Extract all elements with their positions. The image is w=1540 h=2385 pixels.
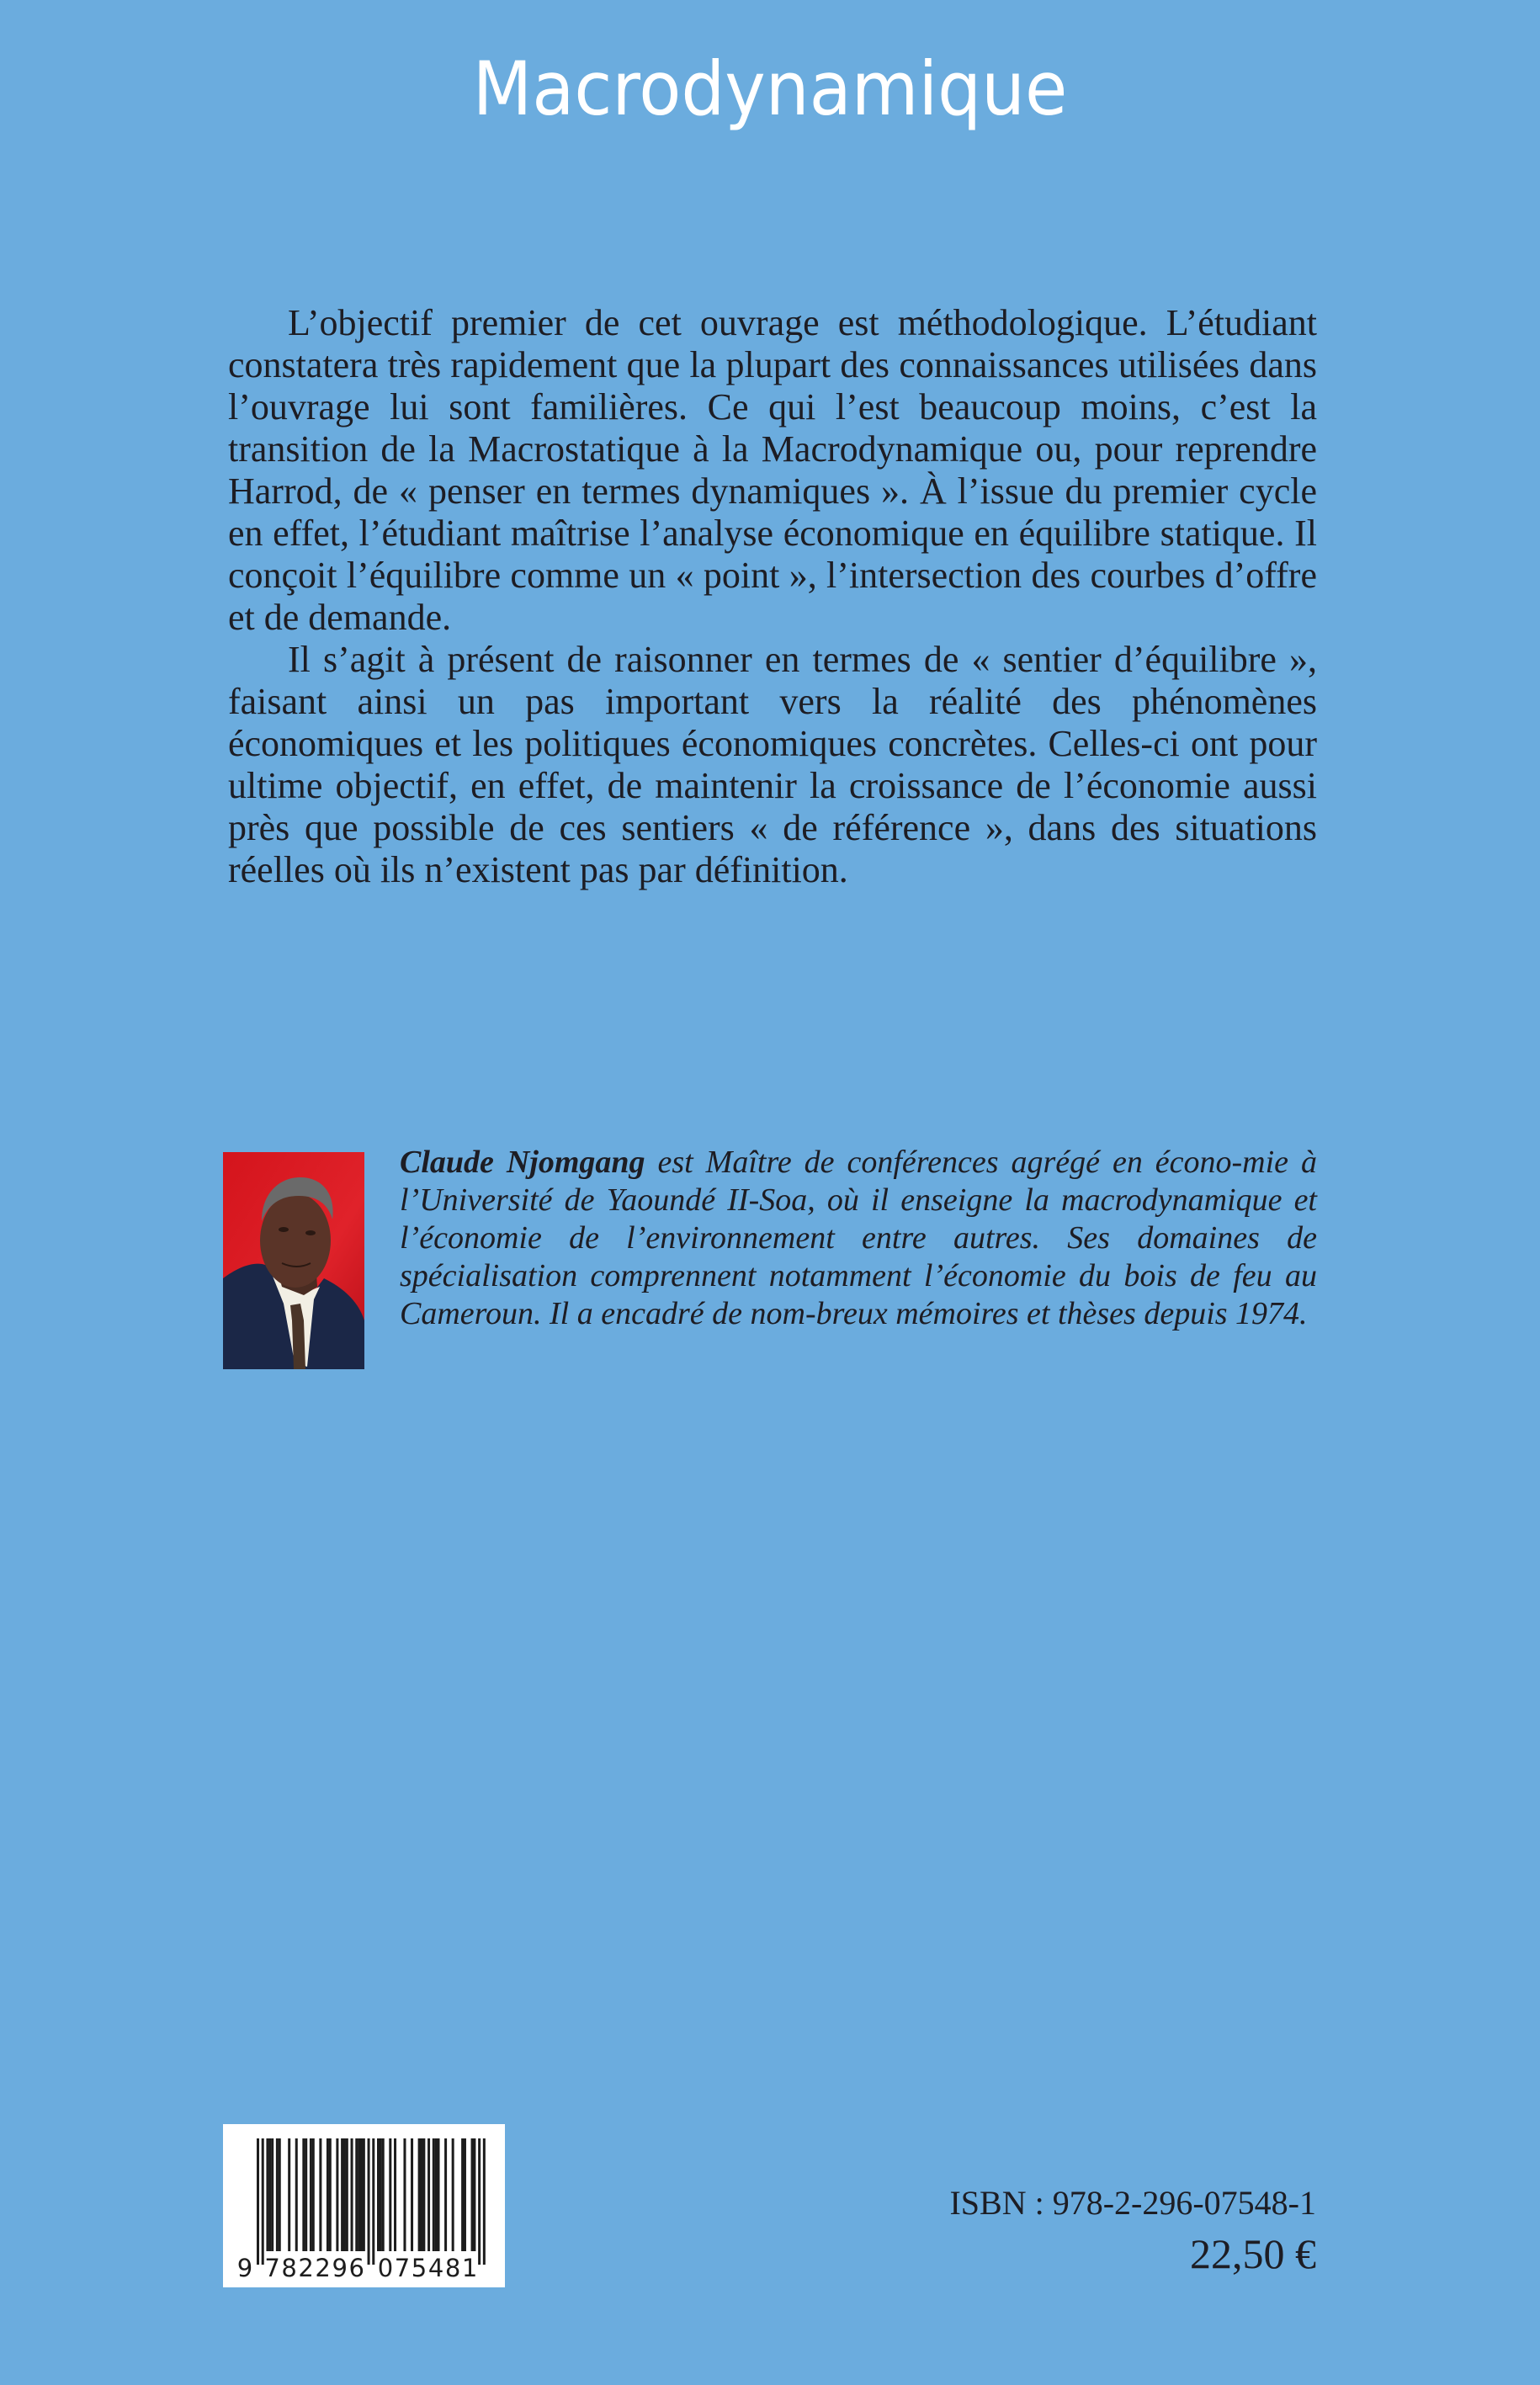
back-cover-blurb [228, 302, 1317, 891]
svg-text:7: 7 [264, 2254, 280, 2282]
svg-text:5: 5 [411, 2254, 427, 2282]
price: 22,50 € [1190, 2230, 1316, 2277]
blurb-paragraph: L’objectif premier de cet ouvrage est méthodologique. L’étudiant constatera très rapidement que la plupart des connaissances utilisées dans l’ouvrage lui sont familières. Ce qui l’est beaucoup moins, c’est la transition de la Macrostatique à la Macrodynamique ou, pour reprendre Harrod, de « penser en termes dynamiques ». À l’issue du premier cycle en effet, l’étudiant maîtrise l’analyse économique en équilibre statique. Il conçoit l’équilibre comme un « point », l’intersection des courbes d’offre et de demande. [228, 302, 1317, 638]
svg-text:2: 2 [315, 2254, 331, 2282]
svg-text:0: 0 [377, 2254, 394, 2282]
svg-text:9: 9 [332, 2254, 348, 2282]
blurb-paragraph: Il s’agit à présent de raisonner en termes de « sentier d’équilibre », faisant ainsi un pas important vers la réalité des phénomènes économiques et les politiques économiques concrètes. Celles-ci ont pour ultime objectif, en effet, de maintenir la croissance de l’économie aussi près que possible de ces sentiers « de référence », dans des situations réelles où ils n’existent pas par définition. [228, 639, 1317, 890]
author-bio-text: est Maître de conférences agrégé en écono-mie à l’Université de Yaoundé II-Soa, où il enseigne la macrodynamique et l’économie de l’environnement entre autres. Ses domaines de spécialisation comprennent notamment l’économie du bois de feu au Cameroun. Il a encadré de nom-breux mémoires et thèses depuis 1974. [400, 1145, 1317, 1331]
book-title: Macrodynamique [472, 45, 1068, 132]
svg-text:8: 8 [281, 2254, 297, 2282]
svg-text:4: 4 [427, 2254, 444, 2282]
author-portrait-icon [223, 1152, 364, 1369]
isbn-number: ISBN : 978-2-296-07548-1 [949, 2184, 1316, 2222]
svg-text:9: 9 [236, 2254, 253, 2282]
author-name: Claude Njomgang [400, 1145, 645, 1180]
barcode-icon [223, 2124, 505, 2287]
svg-text:7: 7 [394, 2254, 411, 2282]
svg-text:2: 2 [298, 2254, 314, 2282]
isbn-barcode [223, 2124, 505, 2287]
svg-text:6: 6 [348, 2254, 364, 2282]
svg-text:8: 8 [444, 2254, 461, 2282]
author-photo [223, 1152, 364, 1369]
svg-text:1: 1 [461, 2254, 478, 2282]
author-bio [400, 1144, 1317, 1333]
